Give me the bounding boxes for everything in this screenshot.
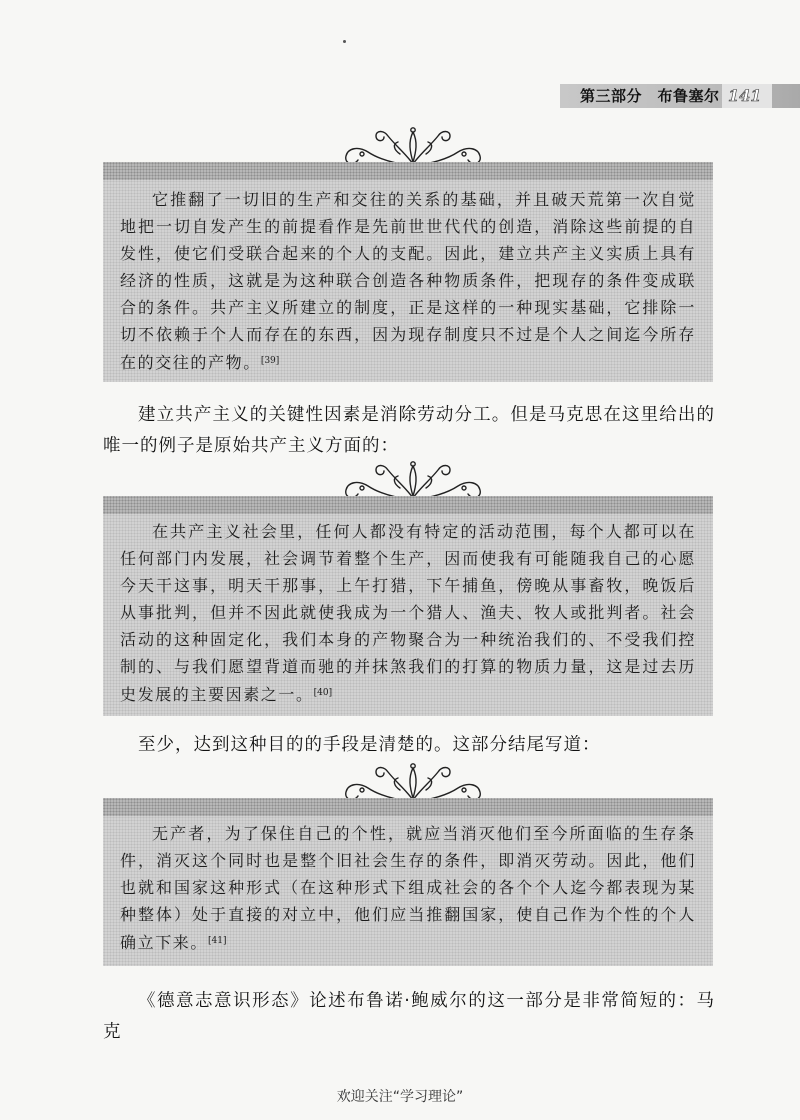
body-paragraph: 至少，达到这种目的的手段是清楚的。这部分结尾写道：: [138, 735, 601, 755]
body-paragraph: 《德意志意识形态》论述布鲁诺·鲍威尔的这一部分是非常简短的：马克: [103, 991, 715, 1042]
footer-text: 欢迎关注“学习理论”: [336, 1089, 464, 1105]
speck: [343, 40, 346, 43]
quote-band: [103, 496, 713, 514]
quote-band: [103, 798, 713, 816]
block-quote: [120, 518, 696, 708]
block-quote: [120, 186, 696, 376]
block-quote-text: 在共产主义社会里，任何人都没有特定的活动范围，每个人都可以在任何部门内发展，社会调节着整个生产，因而使我有可能随我自己的心愿今天干这事，明天干那事，上午打猎，下午捕鱼，傍晚从事畜牧，晚饭后从事批判，但并不因此就使我成为一个猎人、渔夫、牧人或批判者。社会活动的这种固定化，我们本身的产物聚合为一种统治我们的、不受我们控制的、与我们愿望背道而驰的并抹煞我们的打算的物质力量，这是过去历史发展的主要因素之一。: [120, 522, 696, 704]
block-quote-text: 它推翻了一切旧的生产和交往的关系的基础，并且破天荒第一次自觉地把一切自发产生的前提看作是先前世世代代的创造，消除这些前提的自发性，使它们受联合起来的个人的支配。因此，建立共产主义实质上具有经济的性质，这就是为这种联合创造各种物质条件，把现存的条件变成联合的条件。共产主义所建立的制度，正是这样的一种现实基础，它排除一切不依赖于个人而存在的东西，因为现存制度只不过是个人之间迄今所存在的交往的产物。: [120, 190, 696, 372]
block-quote-text: 无产者，为了保住自己的个性，就应当消灭他们至今所面临的生存条件，消灭这个同时也是整个旧社会生存的条件，即消灭劳动。因此，他们也就和国家这种形式（在这种形式下组成社会的各个个人迄今都表现为某种整体）处于直接的对立中，他们应当推翻国家，使自己作为个性的个人确立下来。: [120, 824, 696, 952]
header-section-title: 第三部分 布鲁塞尔: [580, 87, 720, 105]
footnote-ref: [41]: [208, 936, 227, 946]
footnote-ref: [39]: [260, 356, 280, 366]
running-header: [560, 84, 800, 108]
quote-box: [103, 798, 713, 966]
quote-box: [103, 162, 713, 382]
quote-band: [103, 162, 713, 180]
quote-box: [103, 496, 713, 716]
body-paragraph: 建立共产主义的关键性因素是消除劳动分工。但是马克思在这里给出的唯一的例子是原始共产主义方面的：: [103, 405, 715, 456]
footnote-ref: [40]: [313, 688, 333, 698]
page-number: 141: [722, 84, 772, 108]
block-quote: [120, 820, 696, 956]
